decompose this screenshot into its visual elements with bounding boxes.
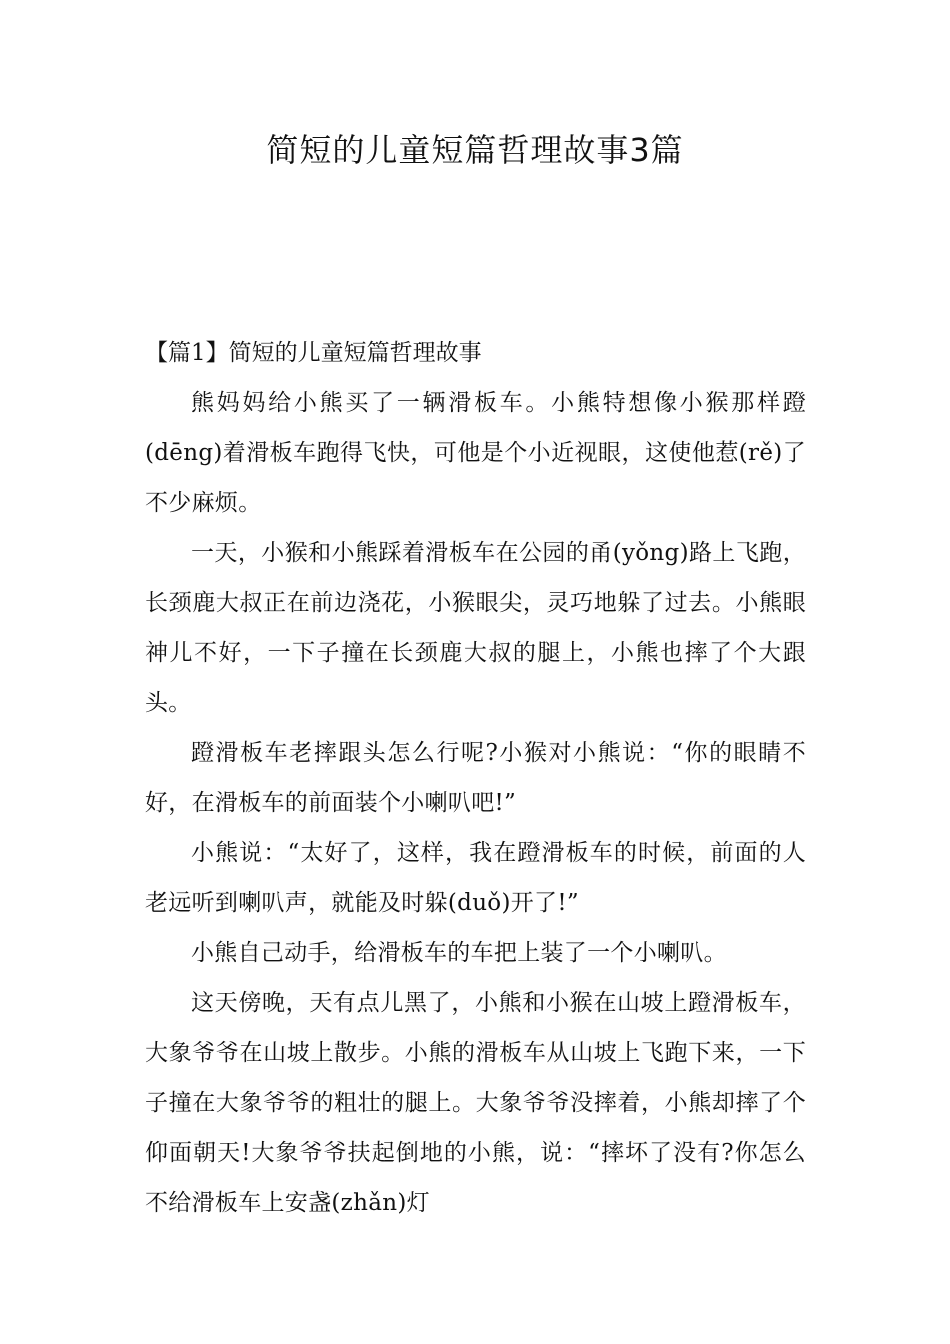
paragraph-5: 小熊自己动手，给滑板车的车把上装了一个小喇叭。 <box>191 940 727 966</box>
paragraph-2: 一天，小猴和小熊踩着滑板车在公园的甬(yǒng)路上飞跑，长颈鹿大叔正在前边浇花，小猴眼尖，灵巧地躲了过去。小熊眼神儿不好，一下子撞在长颈鹿大叔的腿上，小熊也摔了个大跟头。 <box>145 540 806 716</box>
paragraph-1: 熊妈妈给小熊买了一辆滑板车。小熊特想像小猴那样蹬(dēng)着滑板车跑得飞快，可他是个小近视眼，这使他惹(rě)了不少麻烦。 <box>145 390 806 516</box>
document-body <box>145 328 806 1228</box>
paragraph-4: 小熊说：“太好了，这样，我在蹬滑板车的时候，前面的人老远听到喇叭声，就能及时躲(duǒ)开了!” <box>145 840 806 916</box>
document-title: 简短的儿童短篇哲理故事3篇 <box>266 131 684 169</box>
paragraph-3: 蹬滑板车老摔跟头怎么行呢?小猴对小熊说：“你的眼睛不好，在滑板车的前面装个小喇叭吧!” <box>145 740 806 816</box>
paragraph-6: 这天傍晚，天有点儿黑了，小熊和小猴在山坡上蹬滑板车，大象爷爷在山坡上散步。小熊的滑板车从山坡上飞跑下来，一下子撞在大象爷爷的粗壮的腿上。大象爷爷没摔着，小熊却摔了个仰面朝天!大象爷爷扶起倒地的小熊，说：“摔坏了没有?你怎么不给滑板车上安盏(zhǎn)灯 <box>145 990 806 1216</box>
section-heading: 【篇1】简短的儿童短篇哲理故事 <box>145 340 482 366</box>
